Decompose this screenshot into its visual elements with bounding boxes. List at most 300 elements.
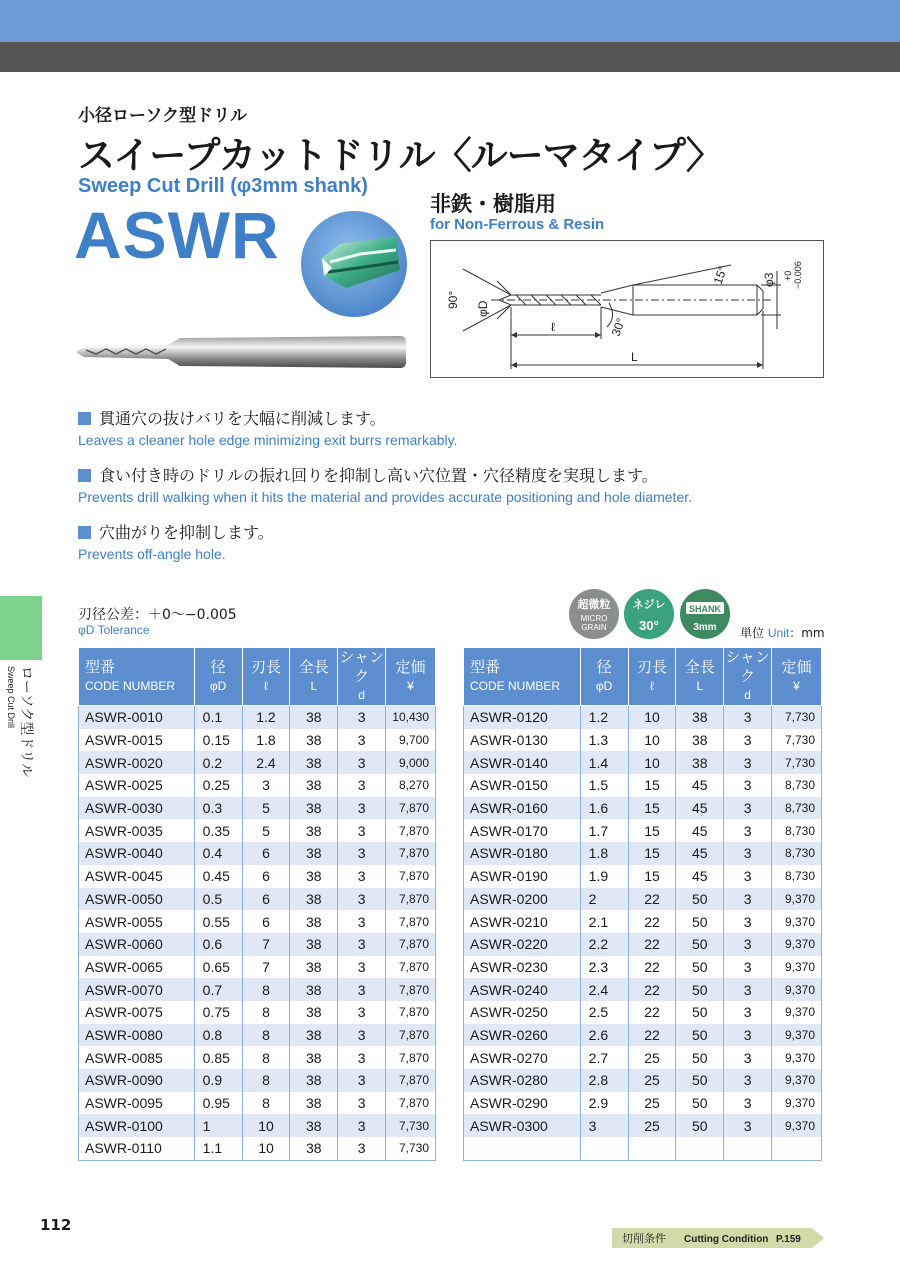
table-cell: 1.2 (580, 706, 628, 729)
table-cell: 9,370 (772, 956, 822, 979)
table-cell: 3 (338, 956, 386, 979)
table-cell: 3 (338, 751, 386, 774)
table-cell: 8 (242, 1024, 290, 1047)
table-cell: 9,370 (772, 1001, 822, 1024)
column-header (676, 648, 724, 706)
table-cell: 8,730 (772, 774, 822, 797)
table-cell: 3 (724, 1092, 772, 1115)
column-header (724, 648, 772, 706)
table-cell: ASWR-0015 (79, 729, 195, 752)
feature-badges (566, 588, 736, 640)
table-row (464, 751, 822, 774)
column-header-en: ℓ (264, 678, 268, 693)
table-cell: 0.2 (194, 751, 242, 774)
table-cell: 3 (338, 1114, 386, 1137)
table-cell: 1.7 (580, 819, 628, 842)
table-cell: 1.4 (580, 751, 628, 774)
table-cell: 2.2 (580, 933, 628, 956)
table-cell: 0.25 (194, 774, 242, 797)
tolerance-en: φD Tolerance (78, 623, 150, 637)
table-cell: 0.6 (194, 933, 242, 956)
table-cell: 3 (724, 1114, 772, 1137)
table-cell: 3 (338, 819, 386, 842)
table-cell: 7,870 (386, 797, 436, 820)
tolerance-jp: 刃径公差：＋0～−0.005 (78, 607, 237, 623)
micro-grain-badge (569, 589, 619, 639)
table-cell: 3 (338, 888, 386, 911)
table-cell: 6 (242, 910, 290, 933)
drill-tip-photo (300, 210, 408, 318)
feature-1-en: Leaves a cleaner hole edge minimizing exit burrs remarkably. (78, 432, 458, 448)
feature-3-jp: 穴曲がりを抑制します。 (99, 523, 274, 542)
table-cell: ASWR-0030 (79, 797, 195, 820)
table-cell: 3 (338, 842, 386, 865)
table-cell (580, 1137, 628, 1160)
table-row (79, 1046, 436, 1069)
table-row (79, 865, 436, 888)
micro-badge-jp: 超微粒 (577, 598, 611, 611)
table-cell: 45 (676, 842, 724, 865)
table-cell: 38 (290, 1114, 338, 1137)
column-header-en: d (358, 688, 365, 702)
column-header (628, 648, 676, 706)
table-cell: 8,270 (386, 774, 436, 797)
table-row (79, 956, 436, 979)
table-cell: ASWR-0035 (79, 819, 195, 842)
table-cell: 3 (724, 706, 772, 729)
table-cell: 9,370 (772, 933, 822, 956)
table-row (464, 978, 822, 1001)
table-cell: 9,370 (772, 1092, 822, 1115)
table-cell: 7,870 (386, 1046, 436, 1069)
table-cell: ASWR-0240 (464, 978, 581, 1001)
column-header-jp: 刃長 (636, 658, 667, 676)
helix-badge (624, 589, 674, 639)
table-cell: 7,870 (386, 819, 436, 842)
column-header-en: L (310, 678, 318, 693)
table-cell: 7,870 (386, 910, 436, 933)
table-row (79, 910, 436, 933)
dimension-diagram (430, 240, 824, 378)
table-cell: 0.1 (194, 706, 242, 729)
table-row (79, 751, 436, 774)
table-cell: 38 (290, 706, 338, 729)
table-cell (676, 1137, 724, 1160)
table-cell: 15 (628, 797, 676, 820)
column-header (194, 648, 242, 706)
table-cell: 7,870 (386, 933, 436, 956)
angle-90-label: 90° (446, 290, 460, 309)
table-cell: 50 (676, 1001, 724, 1024)
table-cell: 6 (242, 888, 290, 911)
table-row (79, 1001, 436, 1024)
column-header-en: ℓ (650, 678, 654, 693)
table-row (464, 819, 822, 842)
column-header-jp: 全長 (298, 658, 329, 676)
table-cell: 50 (676, 1092, 724, 1115)
table-cell: 9,370 (772, 1024, 822, 1047)
table-row (79, 1114, 436, 1137)
table-cell: 9,370 (772, 1046, 822, 1069)
table-cell: 9,370 (772, 888, 822, 911)
table-row (79, 729, 436, 752)
table-cell: 7,730 (386, 1137, 436, 1160)
table-cell: 9,370 (772, 910, 822, 933)
table-cell: 1.8 (580, 842, 628, 865)
cutting-condition-link[interactable] (612, 1228, 824, 1248)
table-cell: 7 (242, 933, 290, 956)
flute-length-label: ℓ (551, 320, 555, 334)
column-header-en: ¥ (407, 678, 414, 693)
table-cell (772, 1137, 822, 1160)
table-cell: 8,730 (772, 865, 822, 888)
table-cell: 25 (628, 1092, 676, 1115)
table-cell: 38 (290, 978, 338, 1001)
micro-badge-en2: GRAIN (581, 623, 607, 632)
unit-jp: 単位 (740, 626, 765, 640)
table-cell: 3 (724, 1001, 772, 1024)
column-header (772, 648, 822, 706)
table-cell: 45 (676, 797, 724, 820)
table-row (464, 729, 822, 752)
table-cell: ASWR-0010 (79, 706, 195, 729)
column-header (338, 648, 386, 706)
feature-1-jp: 貫通穴の抜けバリを大幅に削減します。 (99, 409, 386, 428)
table-cell: 7,730 (772, 706, 822, 729)
cutting-en: Cutting Condition (684, 1234, 769, 1245)
table-cell: 7,730 (772, 729, 822, 752)
table-cell: 0.35 (194, 819, 242, 842)
table-cell: 8,730 (772, 842, 822, 865)
table-cell: 38 (290, 933, 338, 956)
table-row (79, 978, 436, 1001)
table-cell: 1.3 (580, 729, 628, 752)
table-cell: ASWR-0120 (464, 706, 581, 729)
feature-3-en: Prevents off-angle hole. (78, 546, 226, 562)
table-cell: ASWR-0230 (464, 956, 581, 979)
table-cell: 3 (338, 1024, 386, 1047)
table-cell: ASWR-0260 (464, 1024, 581, 1047)
table-row (79, 706, 436, 729)
page-number: 112 (40, 1216, 72, 1234)
table-cell: 3 (338, 1046, 386, 1069)
table-row (79, 933, 436, 956)
helix-badge-jp: ネジレ (632, 598, 666, 611)
table-cell: 50 (676, 956, 724, 979)
drill-dimension-drawing (431, 241, 823, 377)
table-cell: 22 (628, 888, 676, 911)
table-cell: 3 (338, 1001, 386, 1024)
table-cell: 6 (242, 842, 290, 865)
product-subtitle: 小径ローソク型ドリル (78, 106, 248, 126)
side-label-jp: ローソク型ドリル (18, 666, 34, 778)
table-cell: 1 (194, 1114, 242, 1137)
table-cell: 3 (338, 933, 386, 956)
table-cell: 22 (628, 910, 676, 933)
column-header-en: ¥ (793, 678, 800, 693)
column-header-jp: 型番 (470, 658, 501, 676)
table-cell: 22 (628, 1001, 676, 1024)
table-cell: 7,730 (386, 1114, 436, 1137)
table-cell: 38 (290, 729, 338, 752)
table-row (79, 819, 436, 842)
table-cell: 9,700 (386, 729, 436, 752)
table-cell: 38 (676, 729, 724, 752)
table-cell: 3 (724, 1069, 772, 1092)
table-cell: 7,870 (386, 978, 436, 1001)
table-cell: ASWR-0270 (464, 1046, 581, 1069)
table-cell: 8,730 (772, 819, 822, 842)
shank-tol-minus: −0.006 (793, 261, 803, 289)
table-cell: ASWR-0100 (79, 1114, 195, 1137)
table-cell: 0.85 (194, 1046, 242, 1069)
table-cell: 50 (676, 933, 724, 956)
table-cell: ASWR-0045 (79, 865, 195, 888)
cutting-jp: 切削条件 (622, 1232, 666, 1245)
table-row (464, 933, 822, 956)
table-cell: ASWR-0075 (79, 1001, 195, 1024)
drill-product-photo (76, 330, 406, 374)
table-cell: 7,870 (386, 1069, 436, 1092)
table-cell: 3 (724, 797, 772, 820)
table-cell: 10 (628, 751, 676, 774)
table-row (79, 797, 436, 820)
table-cell: 2.4 (580, 978, 628, 1001)
table-cell: 3 (338, 1092, 386, 1115)
table-cell: 8 (242, 1069, 290, 1092)
table-cell: 38 (290, 956, 338, 979)
table-cell: 1.9 (580, 865, 628, 888)
shank-tol-plus: +0 (783, 270, 793, 281)
table-cell: 45 (676, 774, 724, 797)
table-cell: 1.8 (242, 729, 290, 752)
table-cell: 25 (628, 1046, 676, 1069)
table-row (79, 888, 436, 911)
feature-1 (78, 406, 457, 448)
table-cell: 3 (338, 865, 386, 888)
table-cell: 38 (290, 1092, 338, 1115)
feature-2-jp: 食い付き時のドリルの振れ回りを抑制し高い穴位置・穴径精度を実現します。 (99, 466, 658, 485)
table-cell: 50 (676, 910, 724, 933)
table-cell: 3 (724, 751, 772, 774)
table-cell: 50 (676, 1114, 724, 1137)
table-row (79, 1069, 436, 1092)
table-row (464, 1024, 822, 1047)
table-cell: ASWR-0220 (464, 933, 581, 956)
table-cell: 45 (676, 865, 724, 888)
table-cell: 7,870 (386, 865, 436, 888)
column-header-en: φD (595, 678, 613, 693)
table-cell: 1.1 (194, 1137, 242, 1160)
table-cell: 3 (724, 819, 772, 842)
table-row (464, 1046, 822, 1069)
shank-badge-label: SHANK (688, 604, 722, 614)
table-cell: 50 (676, 1069, 724, 1092)
column-header-jp: シャンク (339, 649, 384, 685)
table-cell: 3 (580, 1114, 628, 1137)
product-title-jp: スイープカットドリル〈ルーマタイプ〉 (78, 134, 722, 177)
table-cell: 10 (628, 706, 676, 729)
table-cell: 3 (724, 842, 772, 865)
table-cell: 50 (676, 1024, 724, 1047)
table-cell: 7 (242, 956, 290, 979)
column-header-en: L (696, 678, 704, 693)
table-cell: 0.75 (194, 1001, 242, 1024)
table-cell: ASWR-0290 (464, 1092, 581, 1115)
column-header-en: CODE NUMBER (85, 678, 176, 693)
unit-en: Unit (767, 626, 790, 640)
column-header-jp: 径 (210, 658, 226, 676)
table-cell: 3 (724, 1046, 772, 1069)
table-cell: 2.8 (580, 1069, 628, 1092)
table-row (464, 1137, 822, 1160)
table-cell: 3 (338, 706, 386, 729)
table-cell: 8 (242, 1092, 290, 1115)
column-header-jp: 径 (596, 658, 612, 676)
column-header-en: CODE NUMBER (470, 678, 561, 693)
side-label-en: Sweep Cut Drill (6, 666, 16, 729)
column-header-jp: シャンク (725, 649, 770, 685)
table-cell: 22 (628, 978, 676, 1001)
table-row (464, 888, 822, 911)
table-cell: 38 (290, 1001, 338, 1024)
feature-2 (78, 463, 692, 505)
table-cell: ASWR-0280 (464, 1069, 581, 1092)
shank-dia-label: φ3 (762, 272, 776, 287)
table-cell: 9,370 (772, 978, 822, 1001)
spec-table-right (463, 647, 822, 1161)
table-cell: 50 (676, 1046, 724, 1069)
table-cell: 2.7 (580, 1046, 628, 1069)
table-cell: ASWR-0050 (79, 888, 195, 911)
table-row (79, 842, 436, 865)
table-cell: 50 (676, 978, 724, 1001)
table-cell: ASWR-0300 (464, 1114, 581, 1137)
table-cell: 22 (628, 933, 676, 956)
table-cell: 0.65 (194, 956, 242, 979)
column-header-jp: 定価 (395, 658, 426, 676)
table-cell: ASWR-0150 (464, 774, 581, 797)
column-header-jp: 定価 (781, 658, 812, 676)
table-cell: ASWR-0020 (79, 751, 195, 774)
table-row (464, 797, 822, 820)
column-header-jp: 型番 (85, 658, 116, 676)
table-cell: ASWR-0160 (464, 797, 581, 820)
table-row (79, 774, 436, 797)
table-cell: 8,730 (772, 797, 822, 820)
table-cell: 3 (724, 933, 772, 956)
table-cell: 25 (628, 1114, 676, 1137)
angle-15-label: 15° (710, 264, 731, 287)
cutting-page: P.159 (776, 1234, 801, 1245)
table-cell: 38 (290, 774, 338, 797)
table-row (79, 1092, 436, 1115)
table-cell: 2.5 (580, 1001, 628, 1024)
table-cell: 38 (290, 1137, 338, 1160)
table-cell: 38 (290, 910, 338, 933)
table-cell: 38 (290, 751, 338, 774)
bullet-square-icon (78, 469, 91, 482)
table-cell: 3 (724, 978, 772, 1001)
table-cell: ASWR-0065 (79, 956, 195, 979)
table-cell: ASWR-0190 (464, 865, 581, 888)
product-code: ASWR (74, 198, 280, 272)
table-cell (628, 1137, 676, 1160)
table-cell: 7,870 (386, 956, 436, 979)
column-header (580, 648, 628, 706)
table-cell: ASWR-0095 (79, 1092, 195, 1115)
table-cell: 1.2 (242, 706, 290, 729)
column-header-en: d (744, 688, 751, 702)
table-cell: 7,870 (386, 1092, 436, 1115)
table-cell: 38 (290, 1024, 338, 1047)
table-cell: ASWR-0085 (79, 1046, 195, 1069)
usage-jp: 非鉄・樹脂用 (430, 192, 556, 216)
table-cell: ASWR-0140 (464, 751, 581, 774)
table-cell: 3 (724, 865, 772, 888)
table-cell: 10 (242, 1114, 290, 1137)
table-cell: 0.3 (194, 797, 242, 820)
table-cell: 3 (338, 1069, 386, 1092)
table-cell: 9,370 (772, 1069, 822, 1092)
table-cell: ASWR-0130 (464, 729, 581, 752)
table-cell: ASWR-0025 (79, 774, 195, 797)
table-cell (464, 1137, 581, 1160)
table-row (464, 1092, 822, 1115)
table-cell: 22 (628, 956, 676, 979)
table-cell: 7,730 (772, 751, 822, 774)
table-cell: 15 (628, 774, 676, 797)
table-cell: 7,870 (386, 888, 436, 911)
table-cell: 38 (290, 842, 338, 865)
table-cell: ASWR-0250 (464, 1001, 581, 1024)
column-header (464, 648, 581, 706)
table-row (464, 706, 822, 729)
table-cell: 0.95 (194, 1092, 242, 1115)
table-cell: 5 (242, 797, 290, 820)
table-row (464, 842, 822, 865)
top-banner-dark (0, 42, 900, 72)
table-cell: 3 (724, 774, 772, 797)
table-cell: 3 (338, 774, 386, 797)
table-cell: 7,870 (386, 1001, 436, 1024)
table-cell: 0.7 (194, 978, 242, 1001)
table-cell: 1.6 (580, 797, 628, 820)
table-row (464, 774, 822, 797)
feature-3 (78, 520, 274, 562)
table-cell: ASWR-0170 (464, 819, 581, 842)
table-cell: 7,870 (386, 1024, 436, 1047)
angle-30-label: 30° (608, 316, 629, 339)
side-label (6, 662, 42, 802)
spec-table-left (78, 647, 436, 1161)
table-cell: 3 (724, 729, 772, 752)
table-cell: 3 (338, 910, 386, 933)
table-row (464, 956, 822, 979)
table-cell: 3 (724, 1024, 772, 1047)
column-header (386, 648, 436, 706)
table-cell: 8 (242, 1001, 290, 1024)
bullet-square-icon (78, 412, 91, 425)
table-cell: 50 (676, 888, 724, 911)
table-cell: 9,000 (386, 751, 436, 774)
table-cell: ASWR-0090 (79, 1069, 195, 1092)
column-header (290, 648, 338, 706)
table-cell: 3 (338, 797, 386, 820)
table-cell: ASWR-0055 (79, 910, 195, 933)
table-row (464, 910, 822, 933)
table-cell: 3 (338, 1137, 386, 1160)
